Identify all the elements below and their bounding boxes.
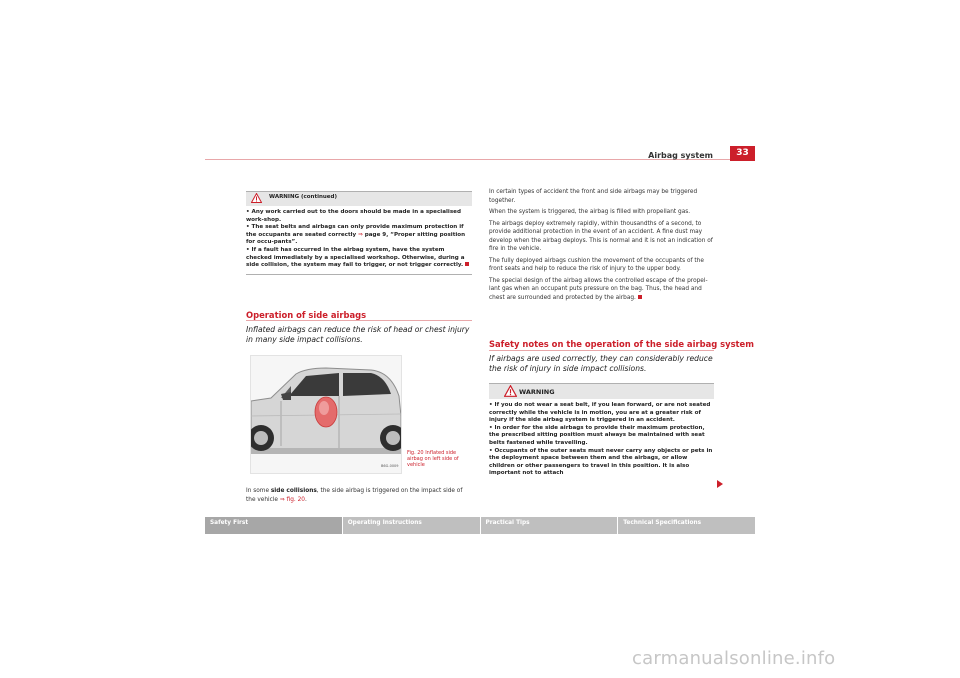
car-illustration	[251, 356, 401, 473]
tab-operating-instructions[interactable]: Operating Instructions	[343, 517, 480, 534]
warning-item: • If you do not wear a seat belt, if you lean forward, or are not seated correctly while the vehicle is in motion, you are at a greater risk of injury if the side airbag system is triggered in an accident.	[489, 402, 711, 424]
warning-item: • Any work carried out to the doors should be made in a specialised work-shop.	[246, 209, 461, 223]
warning-item: • Occupants of the outer seats must never carry any objects or pets in the deployment space between them and the airbags, or allow children or other passengers to travel in this position. It is also important not to attach	[489, 447, 713, 477]
section-heading-side-airbags: Operation of side airbags	[246, 310, 367, 320]
end-marker	[465, 262, 469, 266]
continue-arrow-icon	[717, 480, 723, 488]
warning-item: • If a fault has occurred in the airbag system, have the system checked immediately by a specialised workshop. Otherwise, during a side collision, the system may fail to trigger, or not trigger correctly.	[246, 247, 472, 270]
ref-arrow: ⇒	[358, 231, 363, 238]
section-heading-safety-notes: Safety notes on the operation of the side airbag system	[489, 339, 754, 349]
figure-side-airbag	[250, 355, 402, 474]
figure-code: B6G-0009	[381, 464, 399, 468]
warning-triangle-icon	[251, 193, 262, 203]
figure-caption: Fig. 20 Inflated side airbag on left side of vehicle	[407, 450, 459, 468]
section-rule	[246, 320, 472, 321]
side-collisions-term: side collisions	[270, 488, 317, 494]
watermark: carmanualsonline.info	[632, 648, 836, 669]
section-intro: Inflated airbags can reduce the risk of head or chest injury in many side impact collisions.	[246, 325, 470, 344]
warning-header	[489, 383, 714, 399]
paragraph: The special design of the airbag allows the controlled escape of the propel-lant gas when an occupant puts pressure on the bag. Thus, the head and chest are surrounded and protected by the airbag.	[489, 277, 708, 301]
paragraph: The fully deployed airbags cushion the movement of the occupants of the front seats and help to reduce the risk of injury to the upper body.	[489, 257, 704, 272]
warning-continued-title: WARNING (continued)	[269, 194, 337, 200]
warning-continued-box	[246, 191, 472, 284]
paragraph: The airbags deploy extremely rapidly, within thousandths of a second, to provide additional protection in the event of an accident. A fine dust may develop when the airbag deploys. This is normal and it is not an indication of fire in the vehicle.	[489, 220, 713, 252]
tab-safety-first[interactable]: Safety First	[205, 517, 342, 534]
warning-item: • The seat belts and airbags can only provide maximum protection if the occupants are seated correctly ⇒ page 9, “Proper sitting position for occu-pants”.	[246, 224, 466, 246]
warning-body	[489, 399, 714, 478]
paragraph: When the system is triggered, the airbag is filled with propellant gas.	[489, 209, 691, 215]
tab-practical-tips[interactable]: Practical Tips	[481, 517, 618, 534]
warning-continued-header	[246, 191, 472, 206]
warning-continued-body	[246, 206, 472, 275]
warning-box	[489, 383, 714, 489]
warning-triangle-icon	[504, 385, 517, 397]
warning-item: • In order for the side airbags to provide their maximum protection, the prescribed sitting position must always be maintained with seat belts fastened while travelling.	[489, 424, 705, 446]
section-rule	[489, 350, 714, 351]
page-title: Airbag system	[648, 151, 713, 160]
warning-title: WARNING	[519, 388, 555, 396]
side-collision-paragraph: In some side collisions, the side airbag is triggered on the impact side of the vehicle ⇒ fig. 20.	[246, 488, 463, 503]
page-number: 33	[730, 146, 755, 161]
end-marker	[638, 295, 642, 299]
figure-ref-link[interactable]: ⇒ fig. 20	[279, 496, 305, 503]
section-intro: If airbags are used correctly, they can considerably reduce the risk of injury in side impact collisions.	[489, 354, 713, 373]
tab-technical-specifications[interactable]: Technical Specifications	[618, 517, 755, 534]
right-column-text	[489, 188, 714, 305]
paragraph: In certain types of accident the front and side airbags may be triggered together.	[489, 189, 698, 204]
footer-tabs	[205, 517, 755, 534]
